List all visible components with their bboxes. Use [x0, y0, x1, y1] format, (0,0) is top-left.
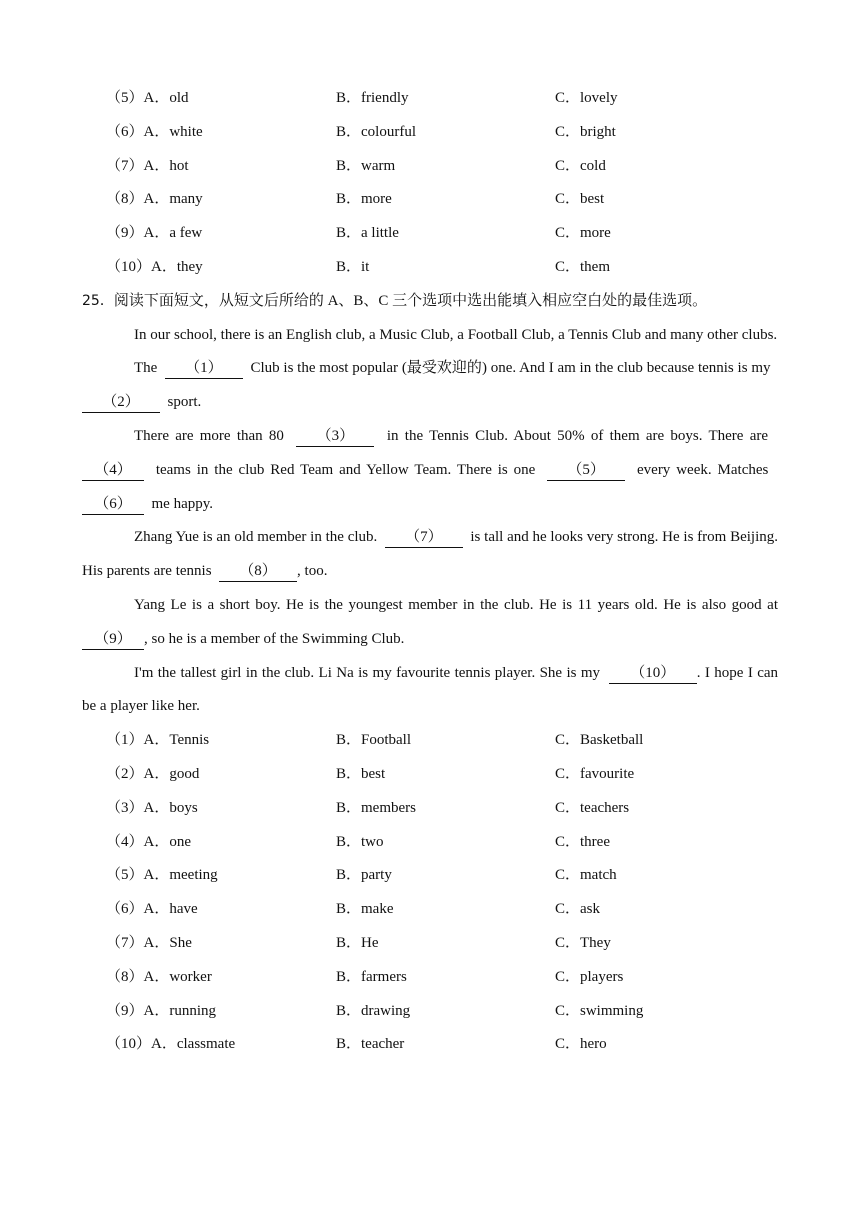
- option-c: C．ask: [555, 901, 601, 918]
- option-row: [82, 826, 778, 860]
- passage-paragraph: There are more than 80 （3） in the Tennis Club. About 50% of them are boys. There are （4） teams in the club Red Team and Yellow Team. There is one （5） every week. Matches （6） me happy.: [82, 420, 778, 521]
- option-a: A．boys: [143, 799, 198, 816]
- option-label: [106, 183, 203, 217]
- option-row: [82, 859, 778, 893]
- option-b: B．party: [336, 867, 392, 884]
- option-c: C．swimming: [555, 1002, 644, 1019]
- option-number: （4）: [106, 833, 144, 850]
- question-number: 25．: [82, 292, 114, 309]
- option-b: B．more: [336, 191, 392, 208]
- option-row: [82, 893, 778, 927]
- question-instruction: 阅读下面短文，从短文后所给的 A、B、C 三个选项中选出能填入相应空白处的最佳选项。: [113, 292, 708, 309]
- blank-9: （9）: [82, 629, 144, 650]
- option-row: [82, 251, 778, 285]
- option-number: （1）: [106, 732, 144, 749]
- option-a: A．old: [143, 90, 189, 106]
- option-row: [82, 150, 778, 184]
- option-number: （6）: [106, 123, 144, 140]
- option-label: [106, 859, 218, 893]
- option-label: [106, 217, 202, 251]
- blank-10: （10）: [609, 663, 697, 684]
- answer-options: [82, 724, 778, 1062]
- exam-page: [82, 82, 778, 1062]
- option-row: [82, 792, 778, 826]
- option-row: [82, 758, 778, 792]
- option-number: （8）: [106, 968, 144, 985]
- option-number: （10）: [106, 1036, 152, 1053]
- option-a: A．running: [143, 1002, 217, 1019]
- option-a: A．worker: [143, 968, 212, 985]
- option-label: [106, 826, 191, 860]
- option-a: A．good: [143, 765, 200, 782]
- option-c: C．more: [555, 225, 611, 242]
- option-a: A．She: [143, 934, 192, 951]
- option-row: [82, 217, 778, 251]
- blank-8: （8）: [219, 561, 297, 582]
- option-c: C．teachers: [555, 799, 630, 816]
- option-a: A．many: [143, 191, 203, 208]
- option-c: C．hero: [555, 1036, 607, 1053]
- option-label: [106, 150, 189, 184]
- option-label: [106, 961, 212, 995]
- option-b: B．Football: [336, 732, 412, 749]
- option-c: C．cold: [555, 157, 606, 174]
- blank-3: （3）: [296, 426, 374, 447]
- option-c: C．match: [555, 867, 617, 884]
- blank-5: （5）: [547, 460, 625, 481]
- option-b: B．it: [336, 258, 370, 275]
- question-heading: [82, 285, 778, 319]
- option-b: B．members: [336, 799, 416, 816]
- option-label: [106, 927, 192, 961]
- option-c: C．Basketball: [555, 732, 644, 749]
- option-a: A．a few: [143, 225, 203, 242]
- option-a: A．meeting: [143, 867, 218, 884]
- option-a: A．they: [151, 258, 203, 275]
- option-b: B．two: [336, 833, 384, 850]
- option-b: B．farmers: [336, 968, 407, 985]
- option-number: （7）: [106, 157, 144, 174]
- option-b: B．make: [336, 901, 394, 918]
- option-label: [106, 792, 198, 826]
- previous-question-options: [82, 82, 778, 285]
- option-b: B．friendly: [336, 90, 409, 106]
- option-row: [82, 82, 778, 116]
- option-row: [82, 927, 778, 961]
- passage-paragraph: In our school, there is an English club, a Music Club, a Football Club, a Tennis Club and many other clubs.: [134, 326, 778, 343]
- option-b: B．a little: [336, 225, 399, 242]
- option-label: [106, 251, 203, 285]
- option-c: C．They: [555, 934, 611, 951]
- option-number: （6）: [106, 901, 144, 918]
- option-b: B．drawing: [336, 1002, 411, 1019]
- option-a: A．have: [143, 901, 198, 918]
- option-a: A．classmate: [151, 1036, 236, 1053]
- option-a: A．hot: [143, 157, 189, 174]
- option-b: B．best: [336, 765, 386, 782]
- option-a: A．Tennis: [143, 732, 210, 749]
- option-label: [106, 1028, 235, 1062]
- option-number: （9）: [106, 225, 144, 242]
- reading-passage: [82, 319, 778, 725]
- option-row: [82, 995, 778, 1029]
- option-c: C．bright: [555, 123, 616, 140]
- option-number: （7）: [106, 934, 144, 951]
- option-label: [106, 893, 198, 927]
- option-row: [82, 1028, 778, 1062]
- option-a: A．white: [143, 123, 203, 140]
- option-row: [82, 183, 778, 217]
- option-number: （3）: [106, 799, 144, 816]
- option-number: （5）: [106, 867, 144, 884]
- option-c: C．best: [555, 191, 605, 208]
- passage-paragraph: Yang Le is a short boy. He is the youngest member in the club. He is 11 years old. He is also good at （9） , so he is a member of the Swimming Club.: [82, 589, 778, 657]
- option-c: C．lovely: [555, 90, 618, 106]
- option-number: （2）: [106, 765, 144, 782]
- passage-paragraph: Zhang Yue is an old member in the club. （7） is tall and he looks very strong. He is from Beijing. His parents are tennis （8） , too.: [82, 521, 778, 589]
- option-label: [106, 82, 189, 116]
- blank-6: （6）: [82, 494, 144, 515]
- option-a: A．one: [143, 833, 192, 850]
- option-number: （8）: [106, 191, 144, 208]
- option-c: C．players: [555, 968, 624, 985]
- passage-paragraph: I'm the tallest girl in the club. Li Na is my favourite tennis player. She is my （10） . I hope I can be a player like her.: [82, 664, 779, 715]
- option-number: （10）: [106, 258, 152, 275]
- blank-2: （2）: [82, 392, 160, 413]
- blank-7: （7）: [385, 527, 463, 548]
- option-label: [106, 116, 203, 150]
- passage-paragraph: The （1） Club is the most popular (最受欢迎的) one. And I am in the club because tennis is my （2） sport.: [82, 352, 778, 420]
- option-c: C．three: [555, 833, 610, 850]
- option-b: B．teacher: [336, 1036, 405, 1053]
- option-b: B．colourful: [336, 123, 416, 140]
- option-number: （9）: [106, 1002, 144, 1019]
- blank-1: （1）: [165, 358, 243, 379]
- option-row: [82, 116, 778, 150]
- option-label: [106, 995, 216, 1029]
- option-label: [106, 758, 199, 792]
- option-b: B．He: [336, 934, 379, 951]
- option-c: C．favourite: [555, 765, 635, 782]
- option-row: [82, 724, 778, 758]
- option-label: [106, 724, 209, 758]
- option-row: [82, 961, 778, 995]
- option-b: B．warm: [336, 157, 396, 174]
- option-number: （5）: [106, 90, 144, 106]
- blank-4: （4）: [82, 460, 144, 481]
- option-c: C．them: [555, 258, 610, 275]
